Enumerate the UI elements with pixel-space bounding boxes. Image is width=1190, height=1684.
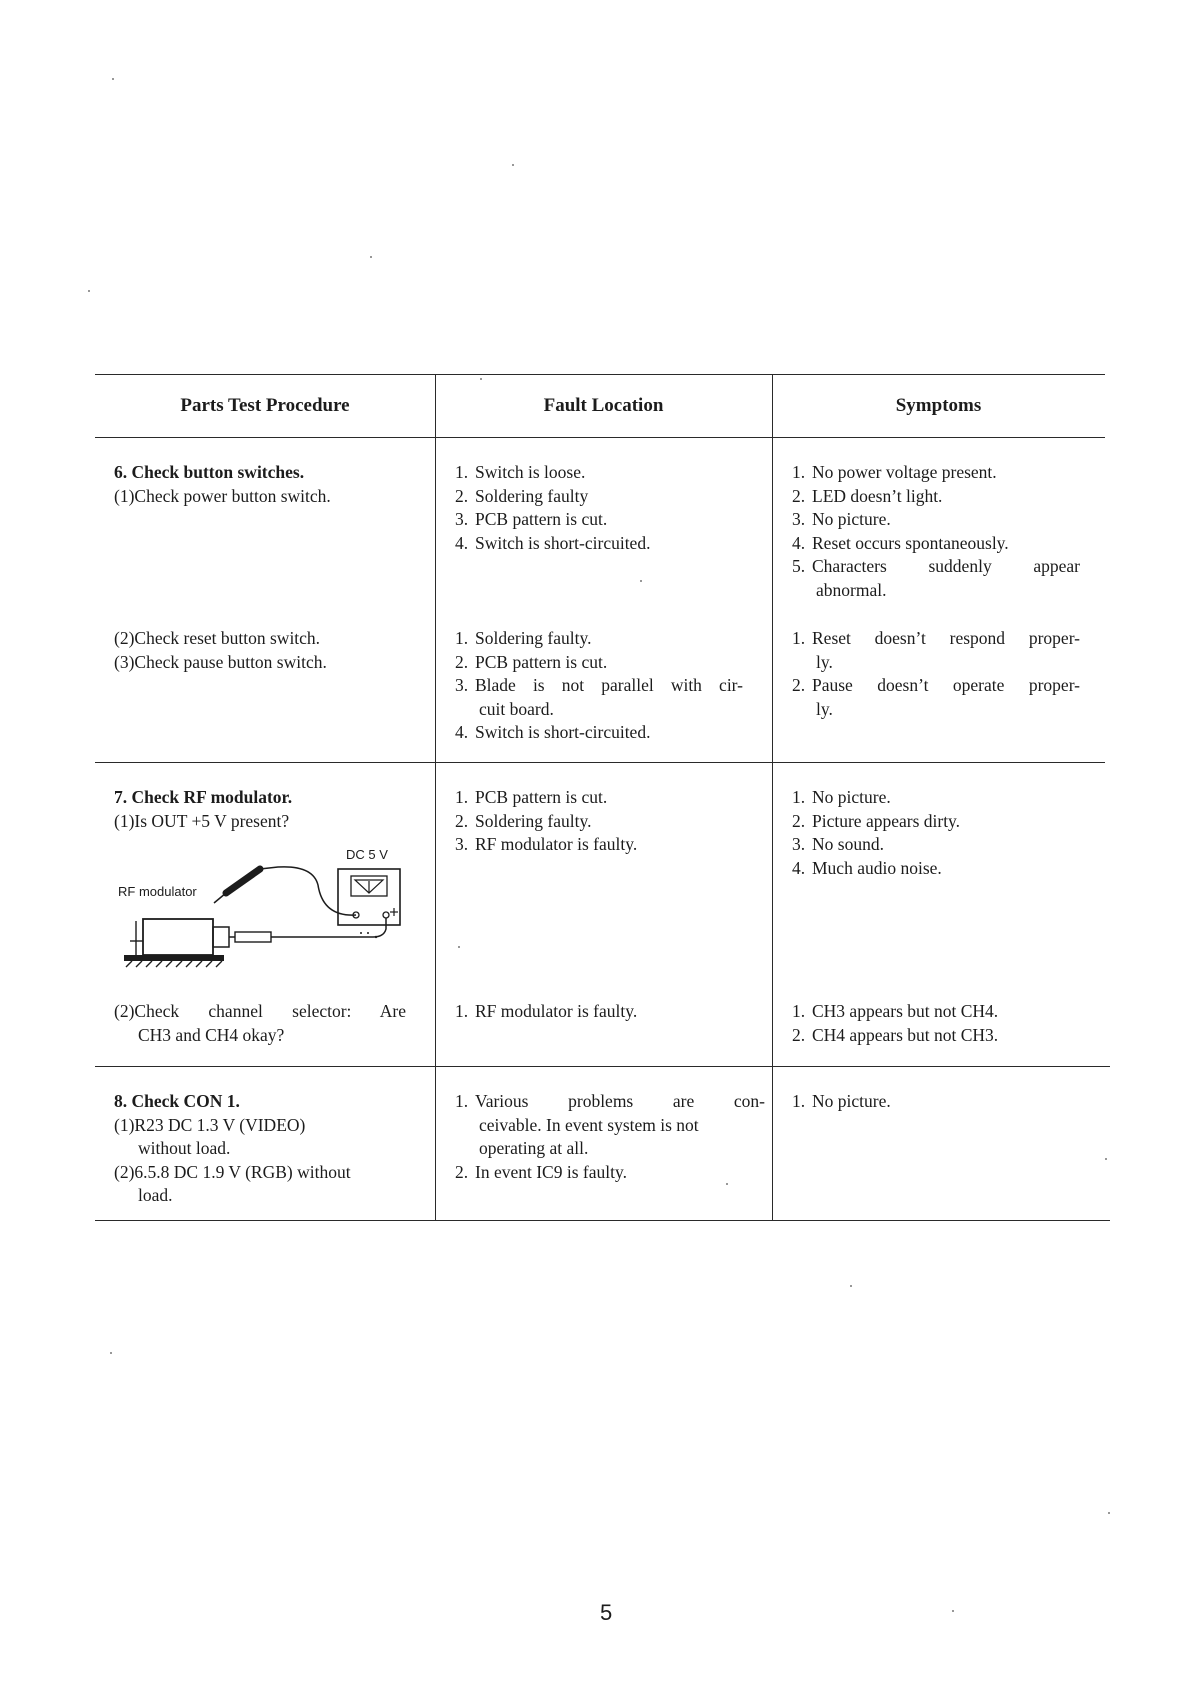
item-number: 2. bbox=[792, 810, 806, 831]
symptom-item: Pause doesn’t operate proper- bbox=[812, 675, 1080, 695]
scan-speck bbox=[88, 290, 90, 292]
column-header-fault-location: Fault Location bbox=[543, 395, 664, 416]
item-number: 1. bbox=[455, 1091, 469, 1111]
fault-item: Switch is short-circuited. bbox=[475, 722, 651, 742]
symptom-item: CH3 appears but not CH4. bbox=[812, 1001, 999, 1021]
procedure-step-continued: CH3 and CH4 okay? bbox=[138, 1024, 285, 1045]
probe-tip bbox=[214, 893, 226, 903]
symptom-item: Characters suddenly appear bbox=[812, 556, 1080, 576]
fault-item: Soldering faulty. bbox=[475, 810, 592, 831]
item-number: 1. bbox=[455, 462, 469, 482]
symptom-item-continued: ly. bbox=[816, 698, 833, 719]
scan-speck bbox=[110, 1352, 112, 1354]
fault-location-cell bbox=[455, 1000, 637, 1024]
symptoms-cell bbox=[792, 1090, 891, 1114]
rf-output-jack bbox=[213, 927, 229, 947]
symptoms-cell bbox=[792, 1000, 998, 1047]
item-number: 1. bbox=[455, 628, 469, 648]
section-rule bbox=[95, 1066, 1110, 1067]
item-number: 4. bbox=[792, 532, 806, 553]
voltmeter-body bbox=[338, 869, 400, 925]
procedure-cell bbox=[114, 627, 327, 674]
dot bbox=[360, 932, 362, 934]
procedure-cell bbox=[114, 786, 292, 833]
fault-item: Switch is loose. bbox=[475, 462, 586, 482]
fault-item: PCB pattern is cut. bbox=[475, 651, 608, 672]
scan-speck bbox=[850, 1285, 852, 1287]
scan-speck bbox=[1105, 1158, 1107, 1160]
symptom-item: CH4 appears but not CH3. bbox=[812, 1024, 999, 1045]
dot bbox=[375, 936, 377, 938]
item-number: 3. bbox=[455, 675, 469, 695]
procedure-step: (1)Check power button switch. bbox=[114, 485, 331, 506]
scan-speck bbox=[952, 1610, 954, 1612]
item-number: 5. bbox=[792, 556, 806, 576]
symptom-item: No power voltage present. bbox=[812, 462, 997, 482]
circuit-board bbox=[124, 955, 224, 961]
procedure-heading: 6. Check button switches. bbox=[114, 462, 305, 482]
symptom-item: Reset occurs spontaneously. bbox=[812, 532, 1009, 553]
item-number: 1. bbox=[792, 462, 806, 482]
item-number: 1. bbox=[455, 787, 469, 807]
column-header-procedure: Parts Test Procedure bbox=[180, 395, 350, 416]
symptom-item: No picture. bbox=[812, 1091, 891, 1111]
fault-item: Various problems are con- bbox=[475, 1091, 765, 1111]
procedure-heading: 7. Check RF modulator. bbox=[114, 787, 293, 807]
column-divider bbox=[772, 374, 773, 1220]
symptoms-cell bbox=[792, 461, 1080, 602]
symptom-item: Much audio noise. bbox=[812, 857, 942, 878]
scan-speck bbox=[458, 946, 460, 948]
fault-item: Switch is short-circuited. bbox=[475, 532, 651, 553]
fault-item-continued: cuit board. bbox=[479, 698, 554, 719]
fault-item: RF modulator is faulty. bbox=[475, 1001, 638, 1021]
procedure-step: (2)Check reset button switch. bbox=[114, 628, 321, 648]
probe-lead bbox=[260, 867, 356, 915]
item-number: 1. bbox=[792, 1001, 806, 1021]
rf-modulator-label: RF modulator bbox=[118, 884, 197, 899]
column-divider bbox=[435, 374, 436, 1220]
symptom-item: LED doesn’t light. bbox=[812, 485, 943, 506]
fault-item: RF modulator is faulty. bbox=[475, 834, 638, 854]
test-probe bbox=[226, 869, 260, 893]
item-number: 2. bbox=[455, 1161, 469, 1182]
procedure-step-continued: load. bbox=[138, 1185, 173, 1205]
item-number: 4. bbox=[455, 722, 469, 742]
scan-speck bbox=[370, 256, 372, 258]
scan-speck bbox=[1108, 1512, 1110, 1514]
procedure-step-continued: without load. bbox=[138, 1138, 231, 1158]
fault-item: PCB pattern is cut. bbox=[475, 787, 608, 807]
symptom-item: No picture. bbox=[812, 509, 891, 529]
item-number: 3. bbox=[792, 509, 806, 529]
page-number: 5 bbox=[600, 1600, 613, 1625]
fault-location-cell bbox=[455, 786, 637, 857]
column-header-symptoms: Symptoms bbox=[895, 395, 982, 416]
item-number: 2. bbox=[455, 651, 469, 672]
scan-speck bbox=[640, 580, 642, 582]
procedure-cell bbox=[114, 461, 331, 508]
procedure-step: (1)Is OUT +5 V present? bbox=[114, 810, 290, 831]
symptoms-cell bbox=[792, 786, 960, 880]
procedure-cell bbox=[114, 1000, 406, 1047]
symptom-item-continued: ly. bbox=[816, 651, 833, 672]
procedure-step: (1)R23 DC 1.3 V (VIDEO) bbox=[114, 1114, 306, 1135]
rf-modulator-box bbox=[143, 919, 213, 955]
item-number: 1. bbox=[792, 628, 806, 648]
board-hatching bbox=[126, 961, 222, 967]
item-number: 1. bbox=[792, 1091, 806, 1111]
scan-speck bbox=[512, 164, 514, 166]
item-number: 3. bbox=[455, 509, 469, 529]
ground-lead bbox=[300, 918, 386, 937]
positive-terminal-icon bbox=[383, 912, 389, 918]
fault-item: Blade is not parallel with cir- bbox=[475, 675, 743, 695]
procedure-step: (2)Check channel selector: Are bbox=[114, 1001, 406, 1021]
item-number: 2. bbox=[792, 675, 806, 695]
dot bbox=[367, 932, 369, 934]
symptoms-cell bbox=[792, 627, 1080, 721]
item-number: 1. bbox=[792, 787, 806, 807]
fault-item-continued: ceivable. In event system is not bbox=[479, 1114, 699, 1135]
table-top-rule bbox=[95, 374, 1105, 375]
meter-voltage-label: DC 5 V bbox=[346, 847, 388, 862]
item-number: 2. bbox=[792, 1024, 806, 1045]
fault-location-cell bbox=[455, 627, 743, 745]
fault-item-continued: operating at all. bbox=[479, 1138, 589, 1158]
fault-item: In event IC9 is faulty. bbox=[475, 1161, 627, 1182]
table-bottom-rule bbox=[95, 1220, 1110, 1221]
fault-location-cell bbox=[455, 1090, 765, 1184]
scan-speck bbox=[480, 378, 482, 380]
item-number: 3. bbox=[455, 834, 469, 854]
item-number: 2. bbox=[455, 485, 469, 506]
symptom-item: Reset doesn’t respond proper- bbox=[812, 628, 1080, 648]
ground-clip bbox=[235, 932, 271, 942]
symptom-item: Picture appears dirty. bbox=[812, 810, 961, 831]
procedure-heading: 8. Check CON 1. bbox=[114, 1091, 240, 1111]
fault-location-cell bbox=[455, 461, 650, 555]
symptom-item: No sound. bbox=[812, 834, 884, 854]
fault-item: Soldering faulty. bbox=[475, 628, 592, 648]
item-number: 3. bbox=[792, 834, 806, 854]
scan-speck bbox=[112, 78, 114, 80]
fault-item: Soldering faulty bbox=[475, 485, 589, 506]
rf-modulator-test-diagram bbox=[118, 845, 418, 975]
header-rule bbox=[95, 437, 1105, 438]
procedure-cell bbox=[114, 1090, 351, 1208]
item-number: 2. bbox=[792, 485, 806, 506]
symptom-item: No picture. bbox=[812, 787, 891, 807]
procedure-step: (3)Check pause button switch. bbox=[114, 651, 327, 672]
section-rule bbox=[95, 762, 1105, 763]
item-number: 2. bbox=[455, 810, 469, 831]
item-number: 4. bbox=[455, 532, 469, 553]
procedure-step: (2)6.5.8 DC 1.9 V (RGB) without bbox=[114, 1161, 351, 1182]
item-number: 1. bbox=[455, 1001, 469, 1021]
fault-item: PCB pattern is cut. bbox=[475, 509, 608, 529]
item-number: 4. bbox=[792, 857, 806, 878]
symptom-item-continued: abnormal. bbox=[816, 579, 887, 600]
